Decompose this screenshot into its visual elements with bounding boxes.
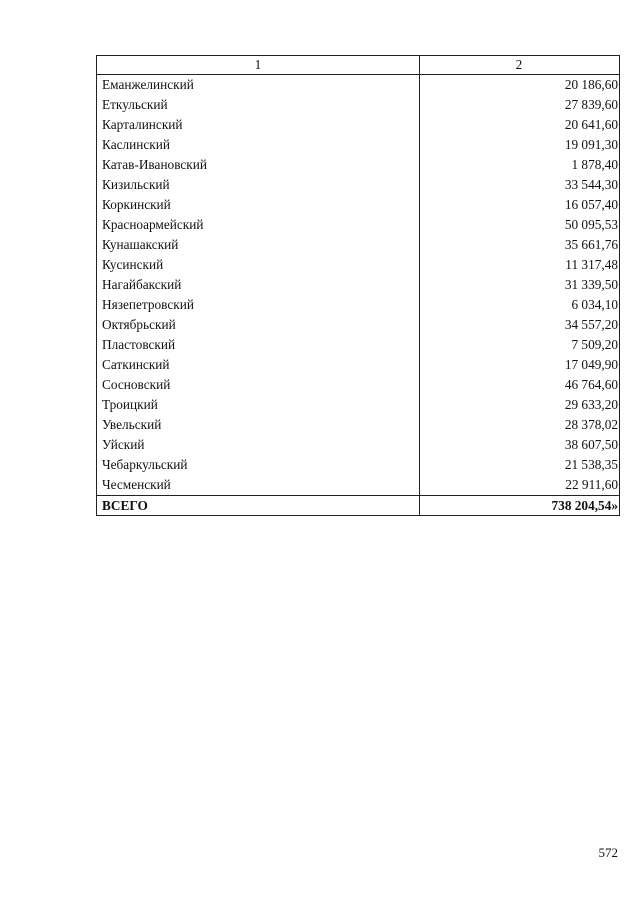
- district-name-cell: Нязепетровский: [97, 295, 420, 315]
- table-row: [97, 115, 620, 135]
- table-row: [97, 395, 620, 415]
- district-name-cell: Катав-Ивановский: [97, 155, 420, 175]
- amount-cell: 31 339,50: [420, 275, 620, 295]
- district-name-cell: Саткинский: [97, 355, 420, 375]
- table-row: [97, 155, 620, 175]
- amount-cell: 21 538,35: [420, 455, 620, 475]
- table-row: [97, 355, 620, 375]
- amount-cell: 11 317,48: [420, 255, 620, 275]
- table-row: [97, 415, 620, 435]
- district-name-cell: Кунашакский: [97, 235, 420, 255]
- district-name-cell: Увельский: [97, 415, 420, 435]
- table-row: [97, 135, 620, 155]
- table-body: [97, 75, 620, 516]
- amount-cell: 20 641,60: [420, 115, 620, 135]
- amount-cell: 19 091,30: [420, 135, 620, 155]
- table-header-row: [97, 56, 620, 75]
- amount-cell: 28 378,02: [420, 415, 620, 435]
- amount-cell: 7 509,20: [420, 335, 620, 355]
- amount-cell: 33 544,30: [420, 175, 620, 195]
- amount-cell: 6 034,10: [420, 295, 620, 315]
- district-name-cell: Карталинский: [97, 115, 420, 135]
- district-name-cell: Кусинский: [97, 255, 420, 275]
- amount-cell: 1 878,40: [420, 155, 620, 175]
- table-row: [97, 435, 620, 455]
- table-row: [97, 95, 620, 115]
- table-row: [97, 195, 620, 215]
- district-name-cell: Красноармейский: [97, 215, 420, 235]
- table-row: [97, 255, 620, 275]
- amount-cell: 50 095,53: [420, 215, 620, 235]
- district-name-cell: Коркинский: [97, 195, 420, 215]
- total-value-cell: 738 204,54»: [420, 496, 620, 516]
- district-name-cell: Чебаркульский: [97, 455, 420, 475]
- amount-cell: 35 661,76: [420, 235, 620, 255]
- district-name-cell: Нагайбакский: [97, 275, 420, 295]
- district-name-cell: Еманжелинский: [97, 75, 420, 96]
- table-row: [97, 175, 620, 195]
- amount-cell: 38 607,50: [420, 435, 620, 455]
- table-row: [97, 235, 620, 255]
- district-name-cell: Троицкий: [97, 395, 420, 415]
- district-name-cell: Уйский: [97, 435, 420, 455]
- district-name-cell: Каслинский: [97, 135, 420, 155]
- table-row: [97, 215, 620, 235]
- amount-cell: 22 911,60: [420, 475, 620, 496]
- district-name-cell: Сосновский: [97, 375, 420, 395]
- amount-cell: 17 049,90: [420, 355, 620, 375]
- table-row: [97, 455, 620, 475]
- amount-cell: 46 764,60: [420, 375, 620, 395]
- table-row: [97, 335, 620, 355]
- district-name-cell: Октябрьский: [97, 315, 420, 335]
- amount-cell: 34 557,20: [420, 315, 620, 335]
- data-table: [96, 55, 620, 516]
- district-name-cell: Чесменский: [97, 475, 420, 496]
- table-row: [97, 295, 620, 315]
- table-row: [97, 475, 620, 496]
- district-name-cell: Кизильский: [97, 175, 420, 195]
- total-label-cell: ВСЕГО: [97, 496, 420, 516]
- total-row: [97, 496, 620, 516]
- table-row: [97, 75, 620, 96]
- column-header-2: 2: [420, 56, 620, 75]
- amount-cell: 27 839,60: [420, 95, 620, 115]
- amount-cell: 20 186,60: [420, 75, 620, 96]
- table-row: [97, 315, 620, 335]
- amount-cell: 16 057,40: [420, 195, 620, 215]
- table-row: [97, 375, 620, 395]
- district-name-cell: Еткульский: [97, 95, 420, 115]
- amount-cell: 29 633,20: [420, 395, 620, 415]
- district-name-cell: Пластовский: [97, 335, 420, 355]
- table-row: [97, 275, 620, 295]
- column-header-1: 1: [97, 56, 420, 75]
- page-number: 572: [598, 845, 618, 860]
